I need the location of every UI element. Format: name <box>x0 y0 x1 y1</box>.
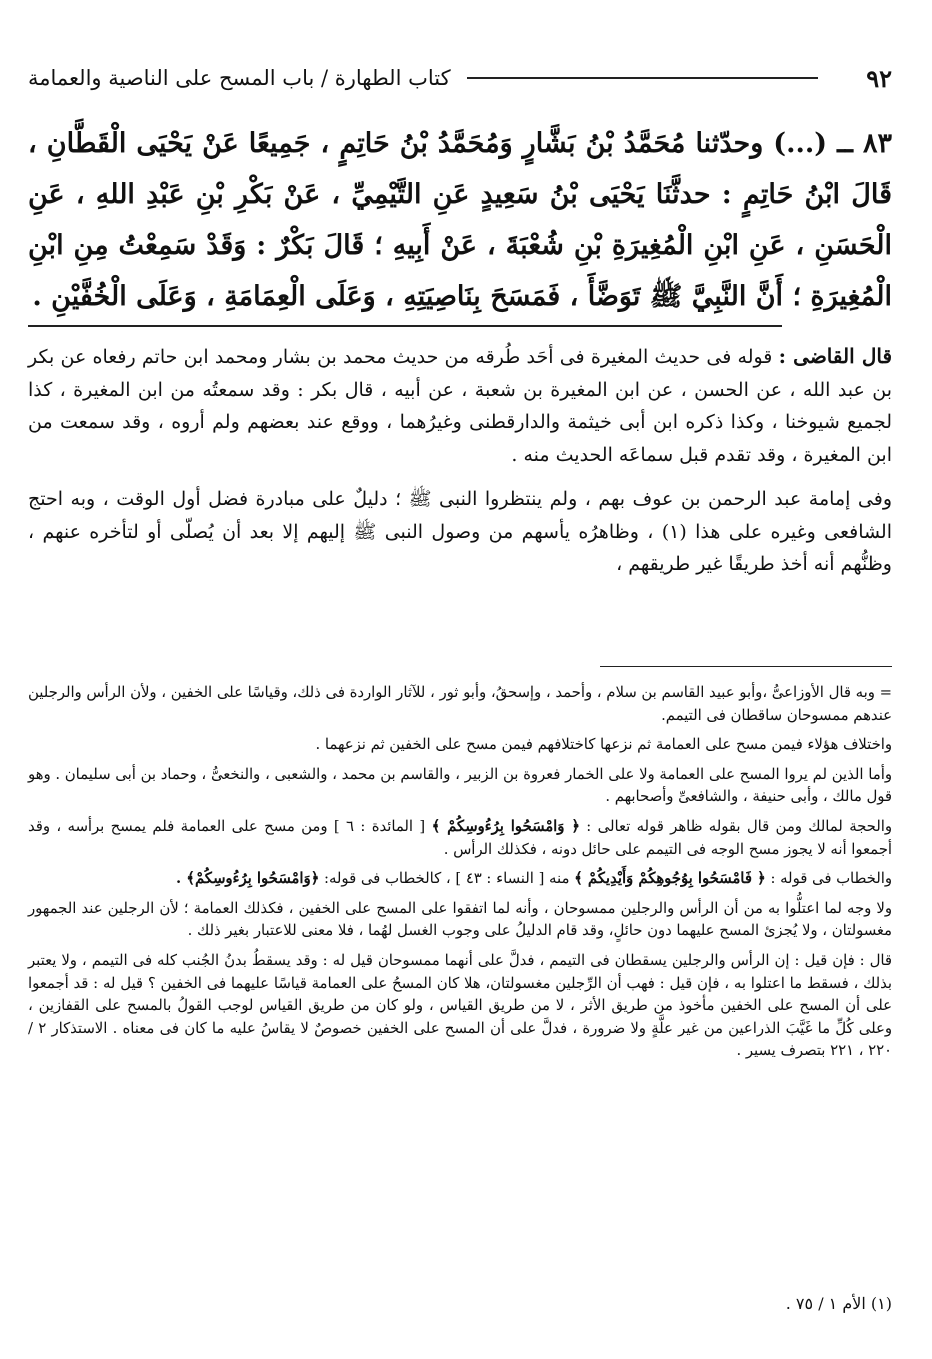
commentary-lead: قال القاضى : <box>778 344 892 368</box>
footnote-paragraph-1: = وبه قال الأوزاعىُّ ،وأبو عبيد القاسم بن سلام ، وأحمد ، وإسحقُ، وأبو ثور ، للآثار الواردة فى ذلك، وقياسًا على الخفين ، ولأن الرأس والرجلين عندهم ممسوحان ساقطان فى التيمم. <box>28 684 892 724</box>
footnote-4-rest: [ المائدة : ٦ ] ومن مسح على العمامة فلم يمسح برأسه ، وقد أجمعوا أنه لا يجوز مسح الوجه فى التيمم على حائل دونه ، فكذلك الرأس . <box>28 817 892 858</box>
commentary-paragraph-2: وفى إمامة عبد الرحمن بن عوف بهم ، ولم ينتظروا النبى ﷺ ؛ دليلٌ على مبادرة فضل أول الوقت ، وبه احتج الشافعى وغيره على هذا (١) ، وظاهرُه يأسهم من وصول النبى ﷺ إليهم إلا بعد أن يُصلّى أو لتأخره عنهم ، وظنُّهم أنه أخذ طريقًا غير طريقهم ، <box>28 488 892 575</box>
commentary-paragraph-1 <box>28 340 892 471</box>
footnotes-block <box>28 682 892 1070</box>
footnote-paragraph-7: قال : فإن قيل : إن الرأس والرجلين يسقطان فى التيمم ، فدلَّ على أنهما ممسوحان قيل له : وقد يسقطُ بدنُ الجُنب كله فى التيمم ، ولا يعتبر بذلك ، فسقط ما اعتلوا به ، فإن قيل : فهب أن الرِّجلين مغسولتان، هلا كان المسحُ على العمامة قياسًا عليهما فى الخفين ؟ قيل له : قد أجمعوا على أن المسح على الخفين مأخوذ من طريق الأثر ، لا من طريق القياس ، ولو كان من طريق القياس لوجب القولُ بالمسح على القفازين ، وعلى كُلِّ ما غَيَّبَ الذراعين من غير علَّةٍ ولا ضرورة ، فدلَّ على أن المسح على الخفين خصوصٌ لا يقاسُ عليه ما كان فى معناه . الاستذكار ٢ / ٢٢٠ ، ٢٢١ بتصرف يسير . <box>28 951 892 1060</box>
footnote-paragraph-3: وأما الذين لم يروا المسح على العمامة ولا على الخمار فعروة بن الزبير ، والقاسم بن محمد ، والشعبى ، والنخعىُّ ، وحماد بن أبى سليمان . وهو قول مالك ، وأبى حنيفة ، والشافعىِّ وأصحابهم . <box>28 765 892 806</box>
footnote-paragraph-5 <box>28 868 892 891</box>
quran-quote-maida: ﴿ وَامْسَحُوا بِرُءُوسِكُمْ ﴾ <box>431 817 580 835</box>
header-rule <box>467 77 818 79</box>
footnote-divider <box>600 666 892 667</box>
footnote-paragraph-6: ولا وجه لما اعتلُّوا به من أن الرأس والرجلين ممسوحان ، وأنه لما اتفقوا على المسح على الخفين ، فكذلك العمامة ؛ لأن الرجلين عند الجمهور مغسولتان ، ولا يُجزئ المسح عليهما دون حائلٍ، وقد قام الدليلُ على وجوب الغسل لهُما ، فلا معنى للاعتبار بغير ذلك . <box>28 899 892 940</box>
running-title: كتاب الطهارة / باب المسح على الناصية والعمامة <box>28 66 451 90</box>
commentary-block <box>28 340 892 593</box>
quran-quote-ruus: ﴿وَامْسَحُوا بِرُءُوسِكُمْ﴾ . <box>175 870 320 888</box>
quran-quote-nisa: ﴿ فَامْسَحُوا بِوُجُوهِكُمْ وَأَيْدِيكُمْ ﴾ <box>574 870 766 888</box>
hadith-text: ٨٣ ــ (...) وحدّثنا مُحَمَّدُ بْنُ بَشَّارٍ وَمُحَمَّدُ بْنُ حَاتِمٍ ، جَمِيعًا عَنْ يَحْيَى الْقَطَّانِ ، قَالَ ابْنُ حَاتِمٍ : حدثَّنَا يَحْيَى بْنُ سَعِيدٍ عَنِ التَّيْمِيِّ ، عَنْ بَكْرِ بْنِ عَبْدِ اللهِ ، عَنِ الْحَسَنِ ، عَنِ ابْنِ الْمُغِيرَةِ بْنِ شُعْبَةَ ، عَنْ أَبِيهِ ؛ قَالَ بَكْرٌ : وَقَدْ سَمِعْتُ مِنِ ابْنِ الْمُغِيرَةِ ؛ أَنَّ النَّبِيَّ ﷺ تَوَضَّأَ ، فَمَسَحَ بِنَاصِيَتِهِ ، وَعَلَى الْعِمَامَةِ ، وَعَلَى الْخُفَّيْنِ . <box>28 128 892 312</box>
hadith-divider <box>28 325 782 327</box>
page-number: ٩٢ <box>866 63 892 93</box>
footnote-4-intro: والحجة لمالك ومن قال بقوله ظاهر قوله تعالى : <box>586 817 892 835</box>
commentary-text-1: قوله فى حديث المغيرة فى أحَد طُرقه من حديث محمد بن بشار ومحمد ابن حاتم رفعاه عن بكر بن عبد الله ، عن الحسن ، عن ابن المغيرة بن شعبة ، عن أبيه ، قال بكر : وقد سمعتُه من ابن المغيرة ، كذا لجميع شيوخنا ، وكذا ذكره ابن أبى خيثمة والدارقطنى وغيرُهما ، ووقع عند بعضهم ولم أروه ، وقد سمعت من ابن المغيرة ، وقد تقدم قبل سماعَه الحديث منه . <box>28 346 892 466</box>
footnote-reference-1: (١) الأم ١ / ٧٥ . <box>785 1294 892 1313</box>
page-header <box>28 58 892 98</box>
hadith-text-block <box>28 118 892 322</box>
footnote-paragraph-2: واختلاف هؤلاء فيمن مسح على العمامة ثم نزعها كاختلافهم فيمن مسح على الخفين ثم نزعهما . <box>315 736 892 754</box>
footnote-paragraph-4 <box>28 816 892 861</box>
footnote-5-intro: والخطاب فى قوله : <box>770 870 892 888</box>
footnote-5-mid: منه [ النساء : ٤٣ ] ، كالخطاب فى قوله: <box>324 870 570 888</box>
